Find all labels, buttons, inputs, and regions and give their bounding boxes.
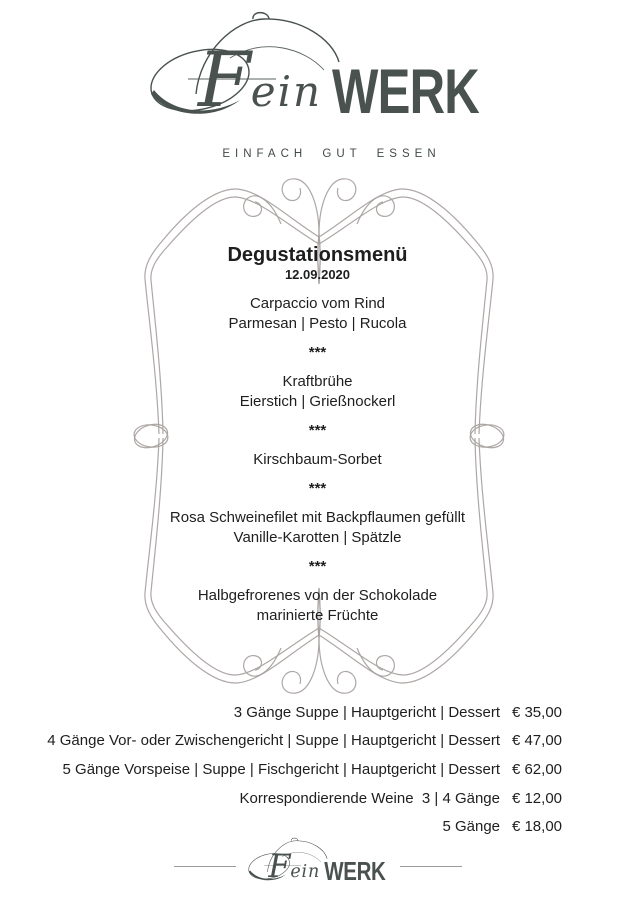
course-list — [0, 294, 635, 626]
price-value: € 35,00 — [511, 703, 562, 721]
price-label: 5 Gänge Vorspeise | Suppe | Fischgericht | Hauptgericht | Dessert — [62, 760, 500, 778]
course-line: Vanille-Karotten | Spätzle — [233, 529, 402, 546]
footer-divider-right — [400, 866, 462, 867]
feinwerk-logo-small — [245, 837, 391, 885]
footer-divider-left — [174, 866, 236, 867]
price-value: € 47,00 — [511, 732, 562, 750]
price-row — [47, 784, 562, 813]
price-value: € 62,00 — [511, 760, 562, 778]
course-line: Halbgefrorenes von der Schokolade — [197, 587, 438, 604]
course-line: Kraftbrühe — [282, 373, 353, 390]
price-row — [47, 755, 562, 784]
pricing-section — [47, 698, 562, 841]
price-label: 4 Gänge Vor- oder Zwischengericht | Suppe | Hauptgericht | Dessert — [47, 732, 500, 750]
tagline: EINFACH GUT ESSEN — [222, 148, 441, 160]
stars-separator: *** — [308, 480, 327, 497]
price-row — [47, 727, 562, 756]
stars-separator: *** — [308, 558, 327, 575]
course-line: Carpaccio vom Rind — [249, 295, 386, 312]
course-line: Eierstich | Grießnockerl — [239, 393, 396, 410]
course-line: Kirschbaum-Sorbet — [253, 451, 382, 468]
logo-script-text: Fein — [198, 35, 323, 124]
price-value: € 12,00 — [511, 789, 562, 807]
price-label: Korrespondierende Weine 3 | 4 Gänge — [239, 789, 500, 807]
logo-werk-text: WERK — [323, 856, 386, 886]
feinwerk-logo — [142, 10, 492, 128]
menu-title: Degustationsmenü — [227, 244, 408, 266]
price-value: € 18,00 — [511, 818, 562, 836]
menu-date: 12.09.2020 — [284, 267, 351, 282]
stars-separator: *** — [308, 422, 327, 439]
stars-separator: *** — [308, 344, 327, 361]
course-line: Rosa Schweinefilet mit Backpflaumen gefüllt — [169, 509, 466, 526]
course-line: Parmesan | Pesto | Rucola — [228, 315, 407, 332]
price-row — [47, 698, 562, 727]
logo-script-text: Fein — [267, 847, 320, 885]
course-line: marinierte Früchte — [256, 607, 379, 624]
price-label: 5 Gänge — [442, 818, 500, 836]
price-label: 3 Gänge Suppe | Hauptgericht | Dessert — [233, 703, 500, 721]
logo-werk-text: WERK — [332, 57, 480, 128]
menu-body — [0, 244, 635, 626]
footer — [0, 837, 635, 885]
